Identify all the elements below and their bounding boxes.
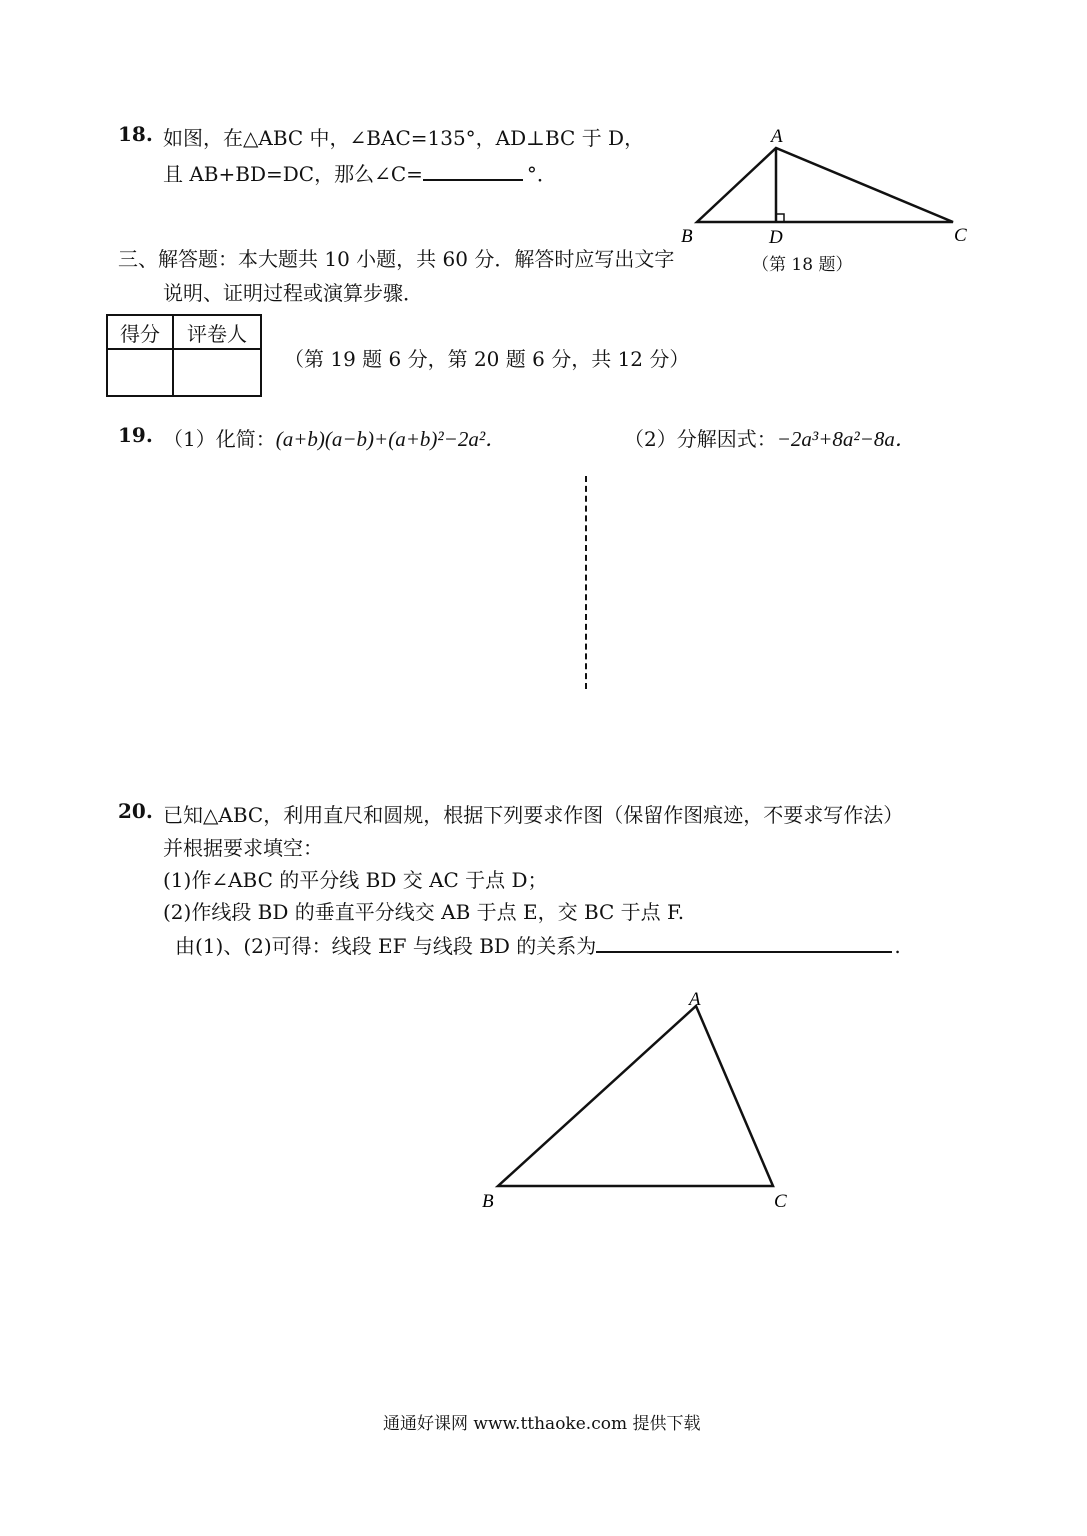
q20-fill-pre: 由(1)、(2)可得：线段 EF 与线段 BD 的关系为 — [175, 934, 597, 958]
triangle-abc — [498, 1006, 773, 1186]
q20-fill — [175, 930, 901, 959]
label-c: C — [774, 1191, 787, 1212]
q19-part2-label: （2）分解因式： — [624, 427, 777, 451]
grader-header: 评卷人 — [173, 315, 261, 349]
q19-divider — [585, 476, 587, 689]
q18-line1: 如图，在△ABC 中，∠BAC=135°，AD⊥BC 于 D， — [163, 126, 645, 150]
score-header: 得分 — [107, 315, 173, 349]
grader-cell[interactable] — [173, 349, 261, 396]
q18-answer-blank[interactable] — [423, 161, 523, 181]
label-b: B — [482, 1191, 494, 1212]
label-c: C — [954, 225, 967, 246]
q19-number: 19. — [118, 423, 153, 447]
label-d: D — [769, 227, 783, 248]
q18-figure-caption: （第 18 题） — [752, 255, 853, 275]
q20-fill-post: . — [894, 934, 901, 958]
q20-line2: 并根据要求填空： — [163, 836, 323, 860]
q18-line2 — [163, 158, 557, 187]
q20-answer-blank[interactable] — [596, 933, 892, 953]
q20-number: 20. — [118, 799, 153, 823]
q20-step1: (1)作∠ABC 的平分线 BD 交 AC 于点 D； — [163, 868, 548, 892]
q19-part1-expr: (a+b)(a−b)+(a+b)²−2a²． — [275, 427, 507, 451]
score-note: （第 19 题 6 分，第 20 题 6 分，共 12 分） — [284, 347, 690, 371]
label-a: A — [771, 126, 783, 147]
q18-line2-post: °． — [526, 162, 557, 186]
q20-line1: 已知△ABC，利用直尺和圆规，根据下列要求作图（保留作图痕迹，不要求写作法） — [163, 803, 904, 827]
q20-step2: (2)作线段 BD 的垂直平分线交 AB 于点 E，交 BC 于点 F. — [163, 900, 685, 924]
section3-line1: 三、解答题：本大题共 10 小题，共 60 分．解答时应写出文字 — [118, 247, 675, 271]
footer: 通通好课网 www.tthaoke.com 提供下载 — [383, 1414, 701, 1434]
score-cell[interactable] — [107, 349, 173, 396]
q19-part2-expr: −2a³+8a²−8a． — [776, 427, 916, 451]
triangle-abc — [697, 148, 953, 222]
section3-line2: 说明、证明过程或演算步骤． — [163, 281, 423, 305]
q19-part1-label: （1）化简： — [163, 427, 276, 451]
score-table — [106, 314, 262, 397]
q18-line2-pre: 且 AB+BD=DC，那么∠C= — [163, 162, 423, 186]
q20-triangle-figure — [470, 985, 810, 1215]
q18-number: 18. — [118, 122, 153, 146]
q19-part1 — [163, 423, 506, 453]
label-b: B — [681, 226, 693, 247]
q19-part2 — [624, 423, 916, 453]
label-a: A — [689, 989, 701, 1010]
